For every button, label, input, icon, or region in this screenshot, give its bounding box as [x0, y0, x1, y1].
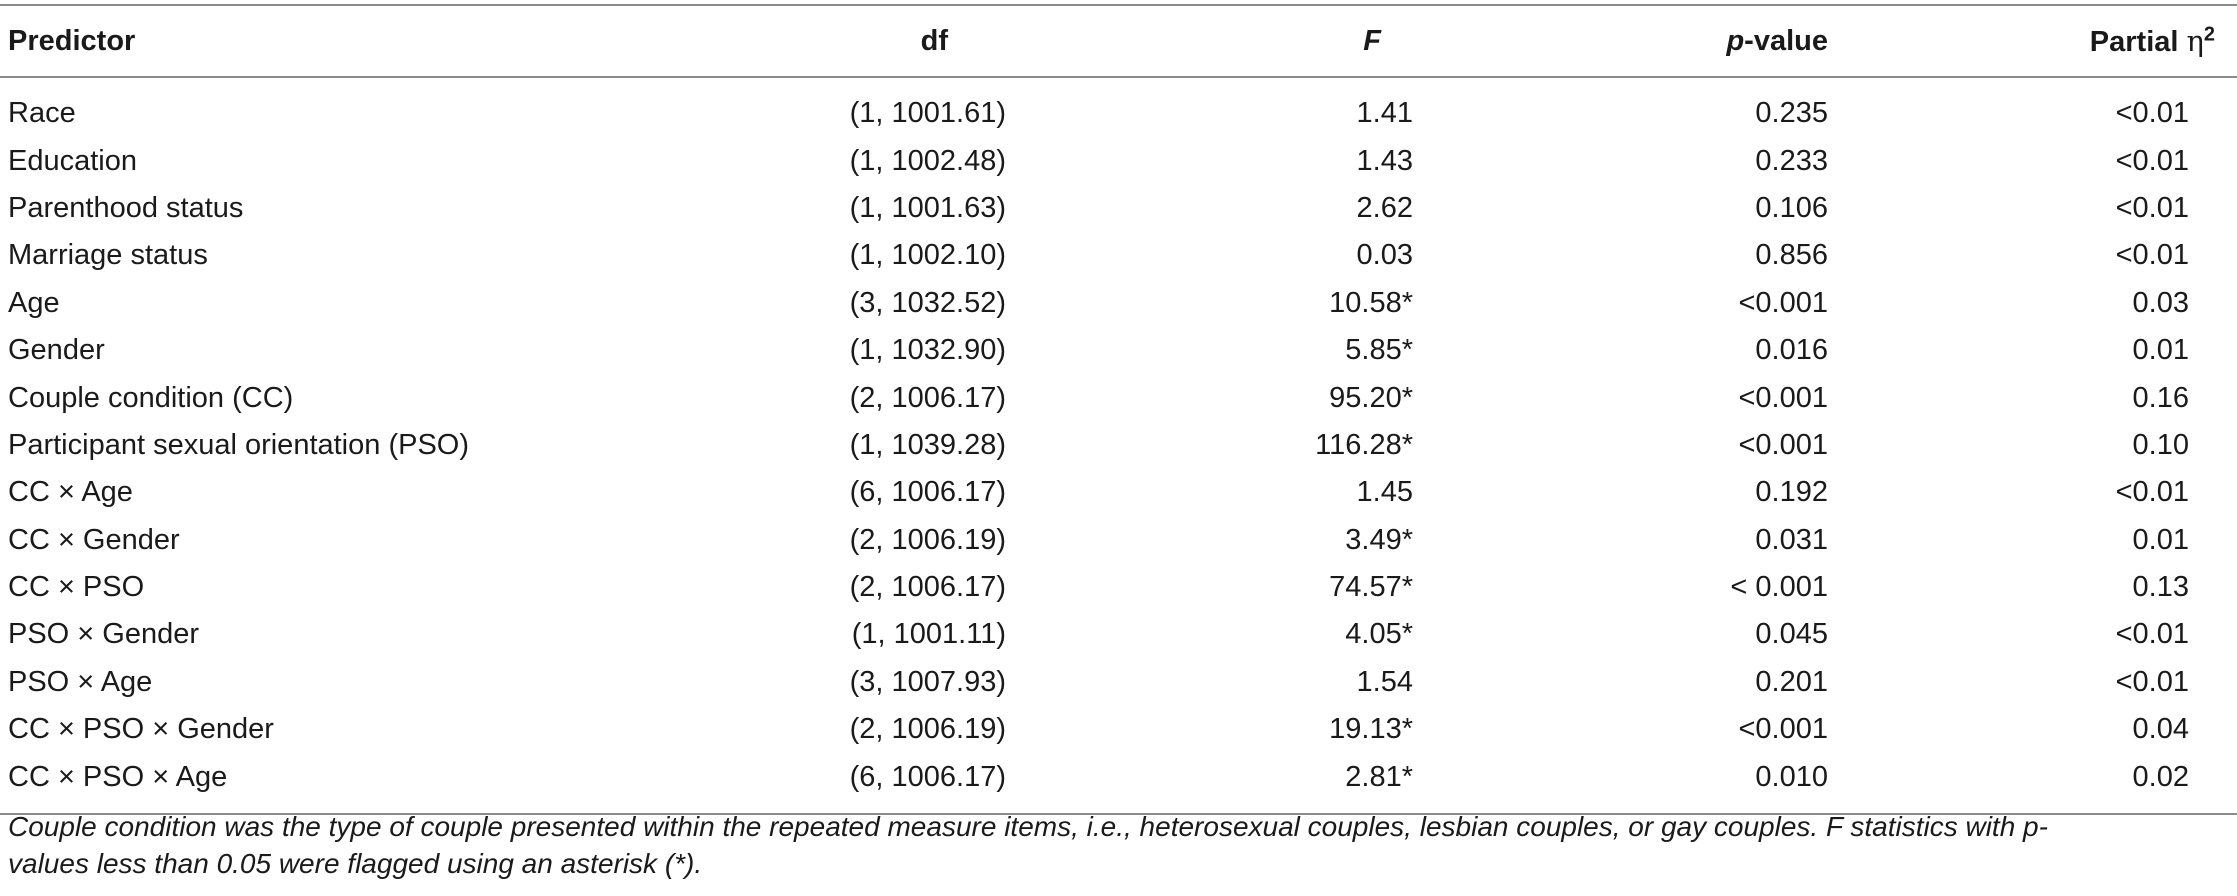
cell-partial-eta: 0.13: [2132, 571, 2189, 604]
cell-partial-eta: 0.01: [2132, 334, 2189, 367]
cell-partial-eta: 0.03: [2132, 286, 2189, 319]
cell-f: 1.41: [1356, 97, 1413, 130]
cell-df: (2, 1006.17): [849, 381, 1006, 414]
cell-f: 1.45: [1356, 476, 1413, 509]
cell-df: (3, 1007.93): [849, 665, 1006, 698]
header-row: [0, 5, 2237, 77]
cell-df: (6, 1006.17): [849, 760, 1006, 793]
cell-predictor: CC × Age: [8, 476, 133, 509]
cell-partial-eta: 0.02: [2132, 760, 2189, 793]
cell-partial-eta: <0.01: [2115, 191, 2189, 224]
header-eta-prefix: Partial: [2089, 25, 2187, 58]
cell-p-value: 0.192: [1755, 476, 1828, 509]
results-table-container: [0, 4, 2215, 815]
cell-predictor: Gender: [8, 334, 105, 367]
header-partial-eta: [1828, 5, 2237, 77]
cell-p-value: <0.001: [1738, 381, 1828, 414]
cell-f: 1.54: [1356, 665, 1413, 698]
table-row: [0, 422, 2237, 469]
cell-f: 74.57*: [1329, 571, 1413, 604]
cell-df: (3, 1032.52): [849, 286, 1006, 319]
table-header: [0, 5, 2237, 77]
cell-p-value: 0.106: [1755, 191, 1828, 224]
cell-df: (1, 1001.63): [849, 191, 1006, 224]
header-f-label: F: [1363, 24, 1381, 57]
cell-p-value: < 0.001: [1730, 571, 1828, 604]
cell-partial-eta: <0.01: [2115, 665, 2189, 698]
table-row: [0, 564, 2237, 611]
table-row: [0, 327, 2237, 374]
cell-f: 95.20*: [1329, 381, 1413, 414]
table-body: [0, 77, 2237, 814]
table-row: [0, 232, 2237, 279]
cell-predictor: Participant sexual orientation (PSO): [8, 428, 469, 461]
table-row: [0, 185, 2237, 232]
cell-predictor: CC × PSO × Gender: [8, 713, 274, 746]
cell-partial-eta: 0.01: [2132, 523, 2189, 556]
table-row: [0, 517, 2237, 564]
cell-predictor: Parenthood status: [8, 191, 244, 224]
cell-p-value: 0.010: [1755, 760, 1828, 793]
cell-p-value: 0.201: [1755, 665, 1828, 698]
header-df: df: [920, 24, 948, 57]
cell-partial-eta: <0.01: [2115, 97, 2189, 130]
cell-predictor: Education: [8, 144, 137, 177]
cell-f: 3.49*: [1345, 523, 1413, 556]
cell-p-value: <0.001: [1738, 286, 1828, 319]
cell-df: (2, 1006.19): [849, 523, 1006, 556]
results-table: [0, 4, 2237, 815]
cell-predictor: PSO × Age: [8, 665, 153, 698]
cell-partial-eta: <0.01: [2115, 144, 2189, 177]
header-p-italic: p: [1726, 24, 1745, 57]
cell-df: (1, 1002.48): [849, 144, 1006, 177]
cell-f: 19.13*: [1329, 713, 1413, 746]
cell-df: (1, 1039.28): [849, 428, 1006, 461]
cell-p-value: 0.045: [1755, 618, 1828, 651]
table-row: [0, 469, 2237, 516]
cell-partial-eta: 0.04: [2132, 713, 2189, 746]
cell-p-value: <0.001: [1738, 428, 1828, 461]
cell-predictor: Marriage status: [8, 239, 208, 272]
cell-df: (1, 1002.10): [849, 239, 1006, 272]
table-row: [0, 280, 2237, 327]
cell-df: (2, 1006.19): [849, 713, 1006, 746]
cell-f: 2.81*: [1345, 760, 1413, 793]
cell-predictor: PSO × Gender: [8, 618, 200, 651]
cell-p-value: 0.031: [1755, 523, 1828, 556]
cell-p-value: 0.016: [1755, 334, 1828, 367]
cell-partial-eta: <0.01: [2115, 618, 2189, 651]
header-eta-sup: 2: [2203, 22, 2215, 45]
cell-f: 4.05*: [1345, 618, 1413, 651]
table-row: [0, 611, 2237, 658]
cell-partial-eta: <0.01: [2115, 239, 2189, 272]
cell-predictor: Race: [8, 97, 76, 130]
table-row: [0, 374, 2237, 421]
cell-f: 0.03: [1356, 239, 1413, 272]
cell-predictor: CC × Gender: [8, 523, 180, 556]
cell-partial-eta: <0.01: [2115, 476, 2189, 509]
cell-df: (2, 1006.17): [849, 571, 1006, 604]
cell-f: 2.62: [1356, 191, 1413, 224]
cell-f: 10.58*: [1329, 286, 1413, 319]
cell-predictor: CC × PSO: [8, 571, 145, 604]
cell-predictor: Age: [8, 286, 60, 319]
cell-f: 5.85*: [1345, 334, 1413, 367]
cell-p-value: 0.233: [1755, 144, 1828, 177]
cell-partial-eta: 0.16: [2132, 381, 2189, 414]
cell-p-value: 0.235: [1755, 97, 1828, 130]
cell-df: (6, 1006.17): [849, 476, 1006, 509]
cell-p-value: <0.001: [1738, 713, 1828, 746]
cell-df: (1, 1032.90): [849, 334, 1006, 367]
table-row: [0, 77, 2237, 137]
table-footnote: Couple condition was the type of couple presented within the repeated measure items, i.e., heterosexual couples, lesbian couples, or gay couples. F statistics with p-values less than 0.05 were flagged using an asterisk (*).: [8, 811, 2048, 879]
cell-p-value: 0.856: [1755, 239, 1828, 272]
header-p-value: [1413, 5, 1828, 77]
cell-predictor: Couple condition (CC): [8, 381, 294, 414]
cell-f: 1.43: [1356, 144, 1413, 177]
table-row: [0, 706, 2237, 753]
cell-partial-eta: 0.10: [2132, 428, 2189, 461]
cell-df: (1, 1001.61): [849, 97, 1006, 130]
cell-f: 116.28*: [1315, 428, 1413, 461]
header-eta-symbol: η: [2186, 23, 2204, 58]
cell-predictor: CC × PSO × Age: [8, 760, 228, 793]
table-row: [0, 753, 2237, 813]
header-p-suffix: -value: [1744, 24, 1828, 57]
header-predictor: Predictor: [8, 24, 136, 57]
header-f: [1006, 5, 1413, 77]
cell-df: (1, 1001.11): [851, 618, 1006, 651]
table-row: [0, 137, 2237, 184]
table-row: [0, 659, 2237, 706]
